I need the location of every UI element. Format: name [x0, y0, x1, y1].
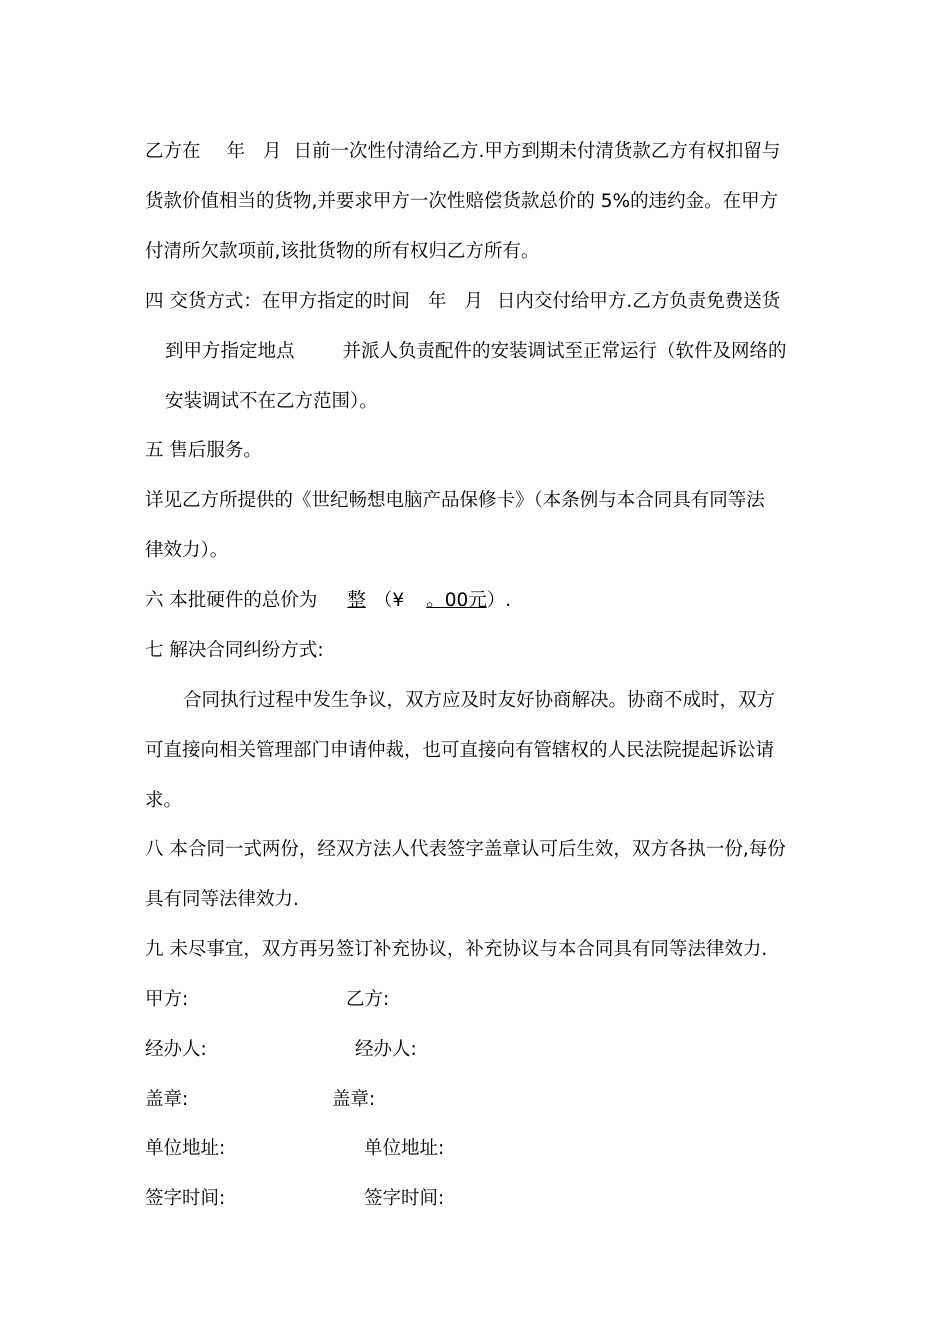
text-segment: 日内交付给甲方.乙方负责免费送货: [496, 291, 781, 312]
text-segment: 乙方在: [145, 141, 201, 162]
address-b-label: 单位地址:: [364, 1138, 445, 1159]
party-b-label: 乙方:: [346, 989, 390, 1010]
delivery-line-2: [165, 340, 787, 364]
price-close: ）.: [486, 590, 512, 611]
dispute-line-2: 可直接向相关管理部门申请仲裁，也可直接向有管辖权的人民法院提起诉讼请: [145, 740, 775, 761]
copies-line-1: 八 本合同一式两份，经双方法人代表签字盖章认可后生效，双方各执一份,每份: [145, 839, 786, 860]
dispute-line-3: 求。: [145, 790, 183, 811]
delivery-heading: 四 交货方式：在甲方指定的时间: [145, 291, 410, 312]
text-segment: 并派人负责配件的安装调试至正常运行（软件及网络的: [342, 341, 787, 362]
text-segment: 到甲方指定地点: [165, 341, 295, 362]
seal-b-label: 盖章:: [332, 1089, 376, 1110]
other-line-1: 九 未尽事宜，双方再另签订补充协议，补充协议与本合同具有同等法律效力.: [145, 939, 768, 960]
delivery-line-3: 安装调试不在乙方范围）。: [165, 391, 378, 412]
price-currency: （¥: [373, 590, 405, 611]
dispute-heading: 七 解决合同纠纷方式:: [145, 640, 324, 661]
date-a-label: 签字时间:: [145, 1188, 226, 1209]
agent-b-label: 经办人:: [355, 1039, 417, 1060]
payment-line-3: 付清所欠款项前,该批货物的所有权归乙方所有。: [145, 241, 540, 262]
party-a-label: 甲方:: [145, 989, 189, 1010]
payment-line-1: [145, 140, 780, 164]
dispute-line-1: 合同执行过程中发生争议，双方应及时友好协商解决。协商不成时，双方: [183, 690, 776, 711]
month-label: 月: [464, 291, 483, 312]
service-line-1: 详见乙方所提供的《世纪畅想电脑产品保修卡》（本条例与本合同具有同等法: [145, 490, 765, 511]
seal-a-label: 盖章:: [145, 1089, 189, 1110]
agent-a-label: 经办人:: [145, 1039, 207, 1060]
delivery-line-1: [145, 290, 780, 314]
payment-line-2: 货款价值相当的货物,并要求甲方一次性赔偿货款总价的 5%的违约金。在甲方: [145, 191, 779, 212]
date-b-label: 签字时间:: [364, 1188, 445, 1209]
year-label: 年: [427, 291, 447, 312]
year-label: 年: [226, 141, 246, 162]
price-line: [145, 589, 511, 613]
price-label: 六 本批硬件的总价为: [145, 590, 318, 611]
service-heading: 五 售后服务。: [145, 440, 262, 461]
month-label: 月: [263, 141, 282, 162]
price-amount-word: 整: [347, 590, 366, 611]
price-amount-number: 。00元: [426, 590, 487, 611]
address-a-label: 单位地址:: [145, 1138, 226, 1159]
copies-line-2: 具有同等法律效力.: [145, 889, 299, 910]
service-line-2: 律效力）。: [145, 540, 229, 561]
text-segment: 日前一次性付清给乙方.甲方到期未付清货款乙方有权扣留与: [293, 141, 781, 162]
